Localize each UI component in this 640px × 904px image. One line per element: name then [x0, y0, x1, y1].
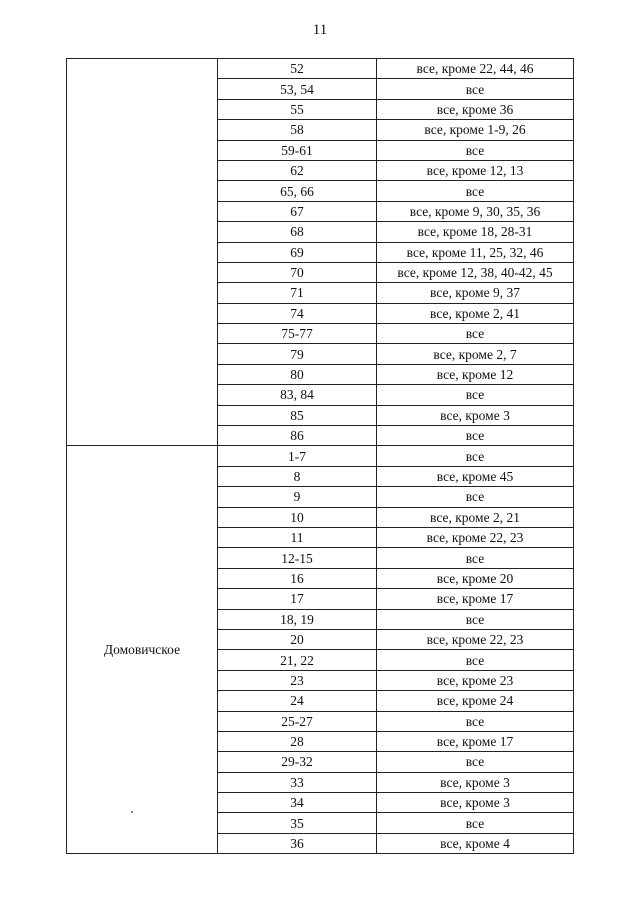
plots-cell: все [377, 181, 574, 201]
region-name-cell [67, 59, 218, 446]
plots-cell: все [377, 650, 574, 670]
plots-cell: все [377, 752, 574, 772]
quarter-cell: 67 [218, 201, 377, 221]
page-number: 11 [312, 22, 328, 38]
plots-cell: все, кроме 2, 21 [377, 507, 574, 527]
quarter-cell: 69 [218, 242, 377, 262]
quarter-cell: 16 [218, 568, 377, 588]
quarter-cell: 74 [218, 303, 377, 323]
quarter-cell: 86 [218, 426, 377, 446]
plots-cell: все, кроме 2, 7 [377, 344, 574, 364]
plots-cell: все, кроме 3 [377, 772, 574, 792]
plots-cell: все, кроме 3 [377, 405, 574, 425]
quarter-cell: 75-77 [218, 324, 377, 344]
region-name-cell: Домовичское [67, 446, 218, 854]
quarter-cell: 10 [218, 507, 377, 527]
quarter-cell: 68 [218, 222, 377, 242]
quarter-cell: 23 [218, 670, 377, 690]
quarter-cell: 17 [218, 589, 377, 609]
quarter-cell: 36 [218, 833, 377, 853]
quarter-cell: 59-61 [218, 140, 377, 160]
table-body [67, 59, 574, 854]
plots-cell: все, кроме 9, 30, 35, 36 [377, 201, 574, 221]
quarter-cell: 85 [218, 405, 377, 425]
plots-cell: все [377, 813, 574, 833]
plots-cell: все [377, 446, 574, 466]
plots-cell: все, кроме 18, 28-31 [377, 222, 574, 242]
quarter-cell: 83, 84 [218, 385, 377, 405]
plots-cell: все [377, 385, 574, 405]
plots-cell: все, кроме 17 [377, 731, 574, 751]
plots-cell: все, кроме 1-9, 26 [377, 120, 574, 140]
plots-cell: все, кроме 22, 23 [377, 527, 574, 547]
quarter-cell: 80 [218, 364, 377, 384]
quarter-cell: 1-7 [218, 446, 377, 466]
table-row [67, 446, 574, 466]
plots-cell: все, кроме 12, 38, 40-42, 45 [377, 262, 574, 282]
stray-dot [131, 811, 133, 813]
quarter-cell: 79 [218, 344, 377, 364]
plots-cell: все [377, 79, 574, 99]
plots-cell: все, кроме 23 [377, 670, 574, 690]
plots-cell: все, кроме 24 [377, 691, 574, 711]
plots-cell: все [377, 711, 574, 731]
plots-cell: все, кроме 22, 23 [377, 629, 574, 649]
quarter-cell: 52 [218, 59, 377, 79]
quarter-cell: 8 [218, 466, 377, 486]
quarter-cell: 24 [218, 691, 377, 711]
quarter-cell: 58 [218, 120, 377, 140]
quarter-cell: 18, 19 [218, 609, 377, 629]
quarter-cell: 28 [218, 731, 377, 751]
quarter-cell: 9 [218, 487, 377, 507]
quarter-cell: 12-15 [218, 548, 377, 568]
quarter-cell: 62 [218, 160, 377, 180]
plots-cell: все, кроме 11, 25, 32, 46 [377, 242, 574, 262]
plots-cell: все [377, 140, 574, 160]
quarter-cell: 21, 22 [218, 650, 377, 670]
plots-cell: все [377, 487, 574, 507]
plots-cell: все [377, 426, 574, 446]
quarter-cell: 34 [218, 793, 377, 813]
forest-plots-table [66, 58, 574, 854]
quarter-cell: 20 [218, 629, 377, 649]
quarter-cell: 71 [218, 283, 377, 303]
plots-cell: все, кроме 3 [377, 793, 574, 813]
plots-cell: все [377, 609, 574, 629]
quarter-cell: 70 [218, 262, 377, 282]
plots-cell: все, кроме 17 [377, 589, 574, 609]
quarter-cell: 29-32 [218, 752, 377, 772]
quarter-cell: 53, 54 [218, 79, 377, 99]
quarter-cell: 35 [218, 813, 377, 833]
plots-cell: все, кроме 22, 44, 46 [377, 59, 574, 79]
plots-cell: все, кроме 36 [377, 99, 574, 119]
quarter-cell: 55 [218, 99, 377, 119]
plots-cell: все, кроме 9, 37 [377, 283, 574, 303]
plots-cell: все [377, 548, 574, 568]
plots-cell: все, кроме 45 [377, 466, 574, 486]
plots-cell: все, кроме 12 [377, 364, 574, 384]
plots-cell: все, кроме 4 [377, 833, 574, 853]
table-row [67, 59, 574, 79]
quarter-cell: 65, 66 [218, 181, 377, 201]
plots-cell: все, кроме 12, 13 [377, 160, 574, 180]
plots-cell: все, кроме 2, 41 [377, 303, 574, 323]
quarter-cell: 11 [218, 527, 377, 547]
quarter-cell: 33 [218, 772, 377, 792]
quarter-cell: 25-27 [218, 711, 377, 731]
plots-cell: все [377, 324, 574, 344]
plots-cell: все, кроме 20 [377, 568, 574, 588]
